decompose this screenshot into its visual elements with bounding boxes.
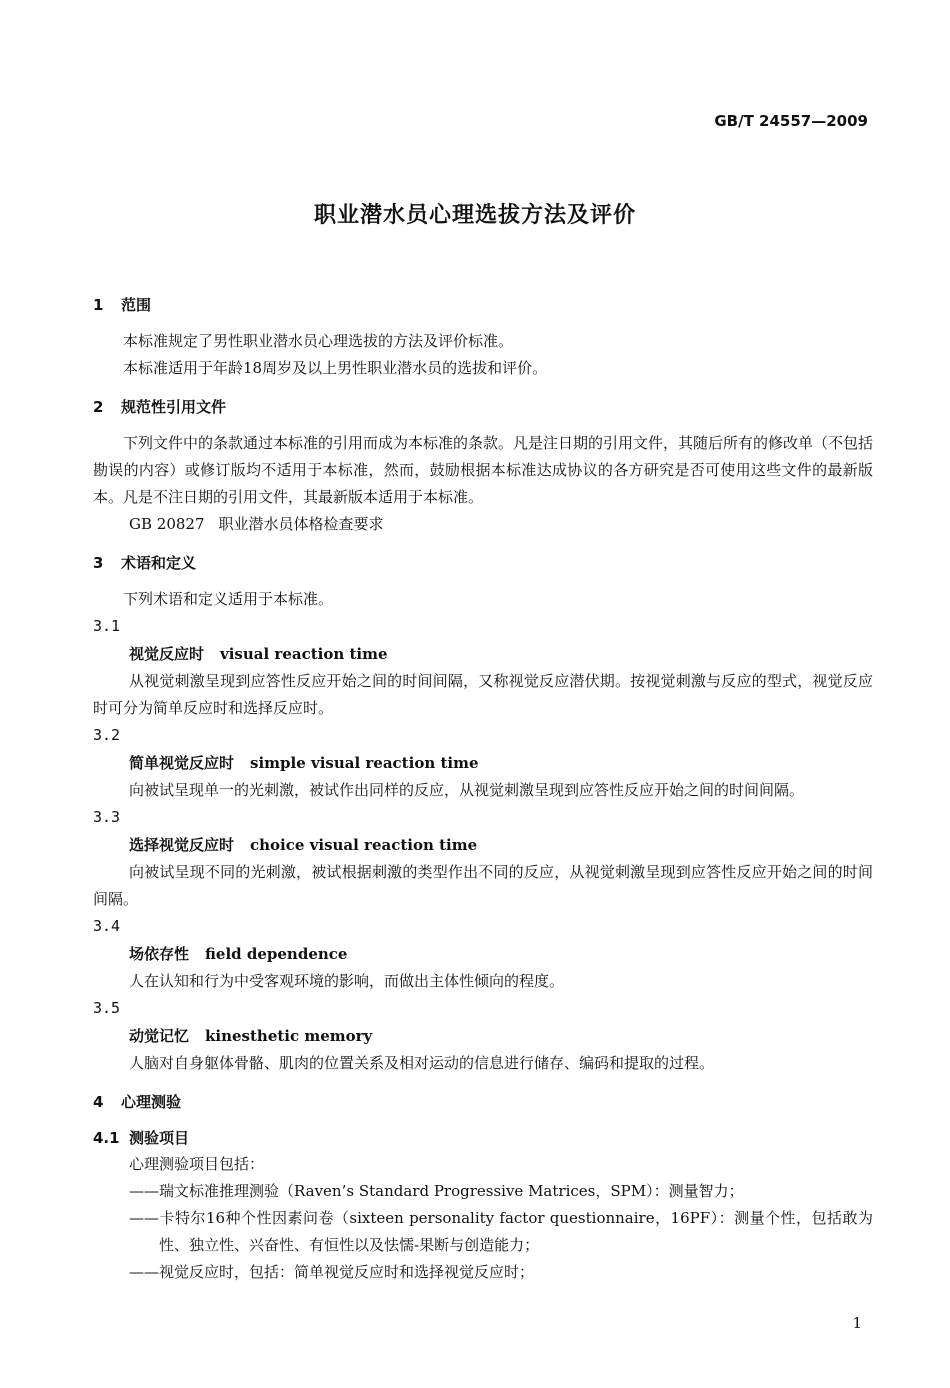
term-definition: 向被试呈现单一的光刺激，被试作出同样的反应，从视觉刺激呈现到应答性反应开始之间的时间间隔。	[129, 781, 805, 799]
section-title: 范围	[121, 296, 152, 314]
section-title: 心理测验	[121, 1093, 182, 1111]
term-entry	[93, 1022, 873, 1050]
page-number: 1	[852, 1314, 862, 1332]
section-heading-psychological-tests	[93, 1089, 873, 1115]
list-item: ——瑞文标准推理测验（Raven’s Standard Progressive Matrices，SPM）：测量智力；	[129, 1182, 744, 1200]
standard-code: GB/T 24557—2009	[714, 112, 868, 130]
list-item: ——卡特尔16种个性因素问卷（sixteen personality factor questionnaire，16PF）：测量个性，包括敢为性、独立性、兴奋性、有恒性以及怯懦-果断与创造能力；	[129, 1209, 873, 1254]
section-heading-terms	[93, 550, 873, 576]
clause-number: 3.2	[93, 726, 121, 744]
document-body	[93, 280, 873, 1286]
term-definition: 从视觉刺激呈现到应答性反应开始之间的时间间隔，又称视觉反应潜伏期。按视觉刺激与反应的型式，视觉反应时可分为简单反应时和选择反应时。	[93, 672, 873, 717]
term-en: visual reaction time	[220, 645, 388, 663]
term-en: choice visual reaction time	[250, 836, 478, 854]
term-definition: 人在认知和行为中受客观环境的影响，而做出主体性倾向的程度。	[129, 972, 565, 990]
term-zh: 选择视觉反应时	[129, 836, 235, 854]
clause-number: 3.3	[93, 808, 121, 826]
term-zh: 场依存性	[129, 945, 190, 963]
section-number: 2	[93, 398, 104, 416]
term-entry	[93, 749, 873, 777]
term-entry	[93, 831, 873, 859]
reference-entry	[93, 511, 873, 538]
paragraph: 本标准规定了男性职业潜水员心理选拔的方法及评价标准。	[123, 332, 514, 350]
subsection-number: 4.1	[93, 1129, 120, 1147]
term-zh: 简单视觉反应时	[129, 754, 235, 772]
paragraph: 下列文件中的条款通过本标准的引用而成为本标准的条款。凡是注日期的引用文件，其随后所有的修改单（不包括勘误的内容）或修订版均不适用于本标准，然而，鼓励根据本标准达成协议的各方研究是否可使用这些文件的最新版本。凡是不注日期的引用文件，其最新版本适用于本标准。	[93, 434, 874, 506]
term-zh: 视觉反应时	[129, 645, 205, 663]
list-item: ——视觉反应时，包括：简单视觉反应时和选择视觉反应时；	[129, 1263, 535, 1281]
clause-number: 3.5	[93, 999, 121, 1017]
term-definition: 人脑对自身躯体骨骼、肌肉的位置关系及相对运动的信息进行储存、编码和提取的过程。	[129, 1054, 715, 1072]
term-en: kinesthetic memory	[205, 1027, 373, 1045]
term-entry	[93, 640, 873, 668]
paragraph: 下列术语和定义适用于本标准。	[123, 590, 334, 608]
term-definition: 向被试呈现不同的光刺激，被试根据刺激的类型作出不同的反应，从视觉刺激呈现到应答性反应开始之间的时间间隔。	[93, 863, 873, 908]
section-number: 4	[93, 1093, 104, 1111]
term-zh: 动觉记忆	[129, 1027, 190, 1045]
reference-title: 职业潜水员体格检查要求	[218, 515, 384, 533]
section-number: 3	[93, 554, 104, 572]
section-number: 1	[93, 296, 104, 314]
section-title: 规范性引用文件	[121, 398, 227, 416]
reference-code: GB 20827	[129, 515, 205, 533]
term-entry	[93, 940, 873, 968]
term-en: simple visual reaction time	[250, 754, 479, 772]
term-en: field dependence	[205, 945, 348, 963]
list-intro: 心理测验项目包括：	[129, 1155, 265, 1173]
subsection-heading-test-items	[93, 1125, 873, 1151]
clause-number: 3.1	[93, 617, 121, 635]
document-title: 职业潜水员心理选拔方法及评价	[313, 203, 636, 228]
section-heading-scope	[93, 292, 873, 318]
paragraph: 本标准适用于年龄18周岁及以上男性职业潜水员的选拔和评价。	[123, 359, 548, 377]
subsection-title: 测验项目	[129, 1129, 190, 1147]
section-heading-normative-references	[93, 394, 873, 420]
section-title: 术语和定义	[121, 554, 197, 572]
clause-number: 3.4	[93, 917, 121, 935]
